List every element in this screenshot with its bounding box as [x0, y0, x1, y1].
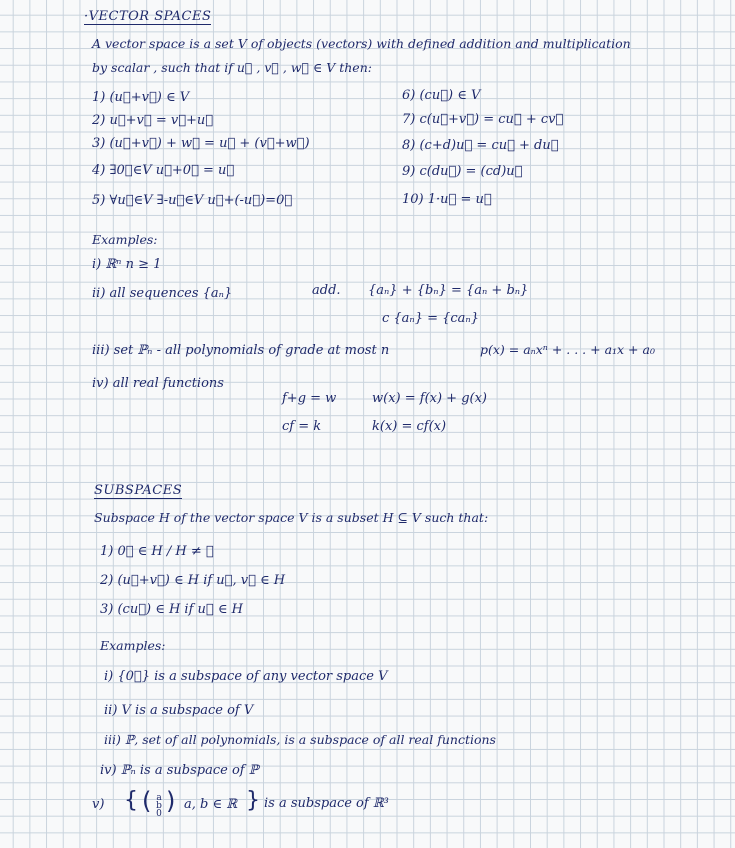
- axiom-5: 5) ∀u⃗∈V ∃-u⃗∈V u⃗+(-u⃗)=0⃗: [92, 193, 293, 208]
- subspace-example-2: ii) V is a subspace of V: [104, 703, 254, 718]
- subspace-condition-2: 2) (u⃗+v⃗) ∈ H if u⃗, v⃗ ∈ H: [100, 573, 286, 588]
- example-1: i) ℝⁿ n ≥ 1: [92, 257, 162, 272]
- example-4-scalar-def: k(x) = cf(x): [372, 419, 447, 434]
- intro-line-2: by scalar , such that if u⃗ , v⃗ , w⃗ ∈ V then:: [92, 60, 372, 75]
- axiom-2: 2) u⃗+v⃗ = v⃗+u⃗: [92, 113, 214, 128]
- example-2-addition: {aₙ} + {bₙ} = {aₙ + bₙ}: [368, 283, 529, 298]
- intro-line-1: A vector space is a set V of objects (vectors) with defined addition and multiplication: [92, 36, 631, 51]
- example-3-polynomial: p(x) = aₙxⁿ + . . . + a₁x + a₀: [480, 342, 655, 357]
- example-2-add-label: add.: [312, 283, 341, 298]
- subspace-examples-label: Examples:: [100, 638, 166, 653]
- vector-spaces-heading: ·VECTOR SPACES: [84, 9, 212, 24]
- subspaces-intro: Subspace H of the vector space V is a subset H ⊆ V such that:: [94, 510, 489, 525]
- set-open-brace: {: [124, 788, 138, 813]
- axiom-3: 3) (u⃗+v⃗) + w⃗ = u⃗ + (v⃗+w⃗): [92, 136, 310, 151]
- vector-entry-a: a: [156, 793, 162, 803]
- axiom-9: 9) c(du⃗) = (cd)u⃗: [402, 164, 523, 179]
- subspace-example-4: iv) ℙₙ is a subspace of ℙ: [100, 763, 259, 778]
- vector-close-paren: ): [166, 787, 176, 815]
- example-4-scalar: cf = k: [282, 419, 322, 434]
- axiom-4: 4) ∃0⃗∈V u⃗+0⃗ = u⃗: [92, 163, 235, 178]
- subspaces-heading: SUBSPACES: [94, 483, 183, 498]
- example-2: ii) all sequences {aₙ}: [92, 286, 233, 301]
- vector-open-paren: (: [142, 787, 152, 815]
- vector-entry-0: 0: [156, 809, 162, 819]
- axiom-8: 8) (c+d)u⃗ = cu⃗ + du⃗: [402, 138, 559, 153]
- axiom-10: 10) 1·u⃗ = u⃗: [402, 192, 492, 207]
- example-3: iii) set ℙₙ - all polynomials of grade at most n: [92, 343, 390, 358]
- example-4-sum: f+g = w: [282, 391, 337, 406]
- set-close-brace: }: [246, 788, 260, 813]
- subspace-example-1: i) {0⃗} is a subspace of any vector space V: [104, 669, 388, 684]
- subspace-example-5-text: is a subspace of ℝ³: [264, 796, 389, 811]
- subspace-example-3: iii) ℙ, set of all polynomials, is a subspace of all real functions: [104, 732, 496, 747]
- examples-label: Examples:: [92, 232, 158, 247]
- subspace-example-5-condition: a, b ∈ ℝ: [184, 797, 238, 812]
- axiom-7: 7) c(u⃗+v⃗) = cu⃗ + cv⃗: [402, 112, 564, 127]
- subspace-example-5-label: v): [92, 797, 105, 812]
- example-2-multiplication: c {aₙ} = {caₙ}: [382, 311, 479, 326]
- axiom-6: 6) (cu⃗) ∈ V: [402, 88, 481, 103]
- subspace-condition-1: 1) 0⃗ ∈ H / H ≠ ∅: [100, 544, 214, 559]
- vector-entry-b: b: [156, 801, 162, 811]
- example-4: iv) all real functions: [92, 376, 224, 391]
- column-vector: [154, 794, 164, 818]
- subspace-condition-3: 3) (cu⃗) ∈ H if u⃗ ∈ H: [100, 602, 243, 617]
- axiom-1: 1) (u⃗+v⃗) ∈ V: [92, 90, 190, 105]
- example-4-sum-def: w(x) = f(x) + g(x): [372, 391, 488, 406]
